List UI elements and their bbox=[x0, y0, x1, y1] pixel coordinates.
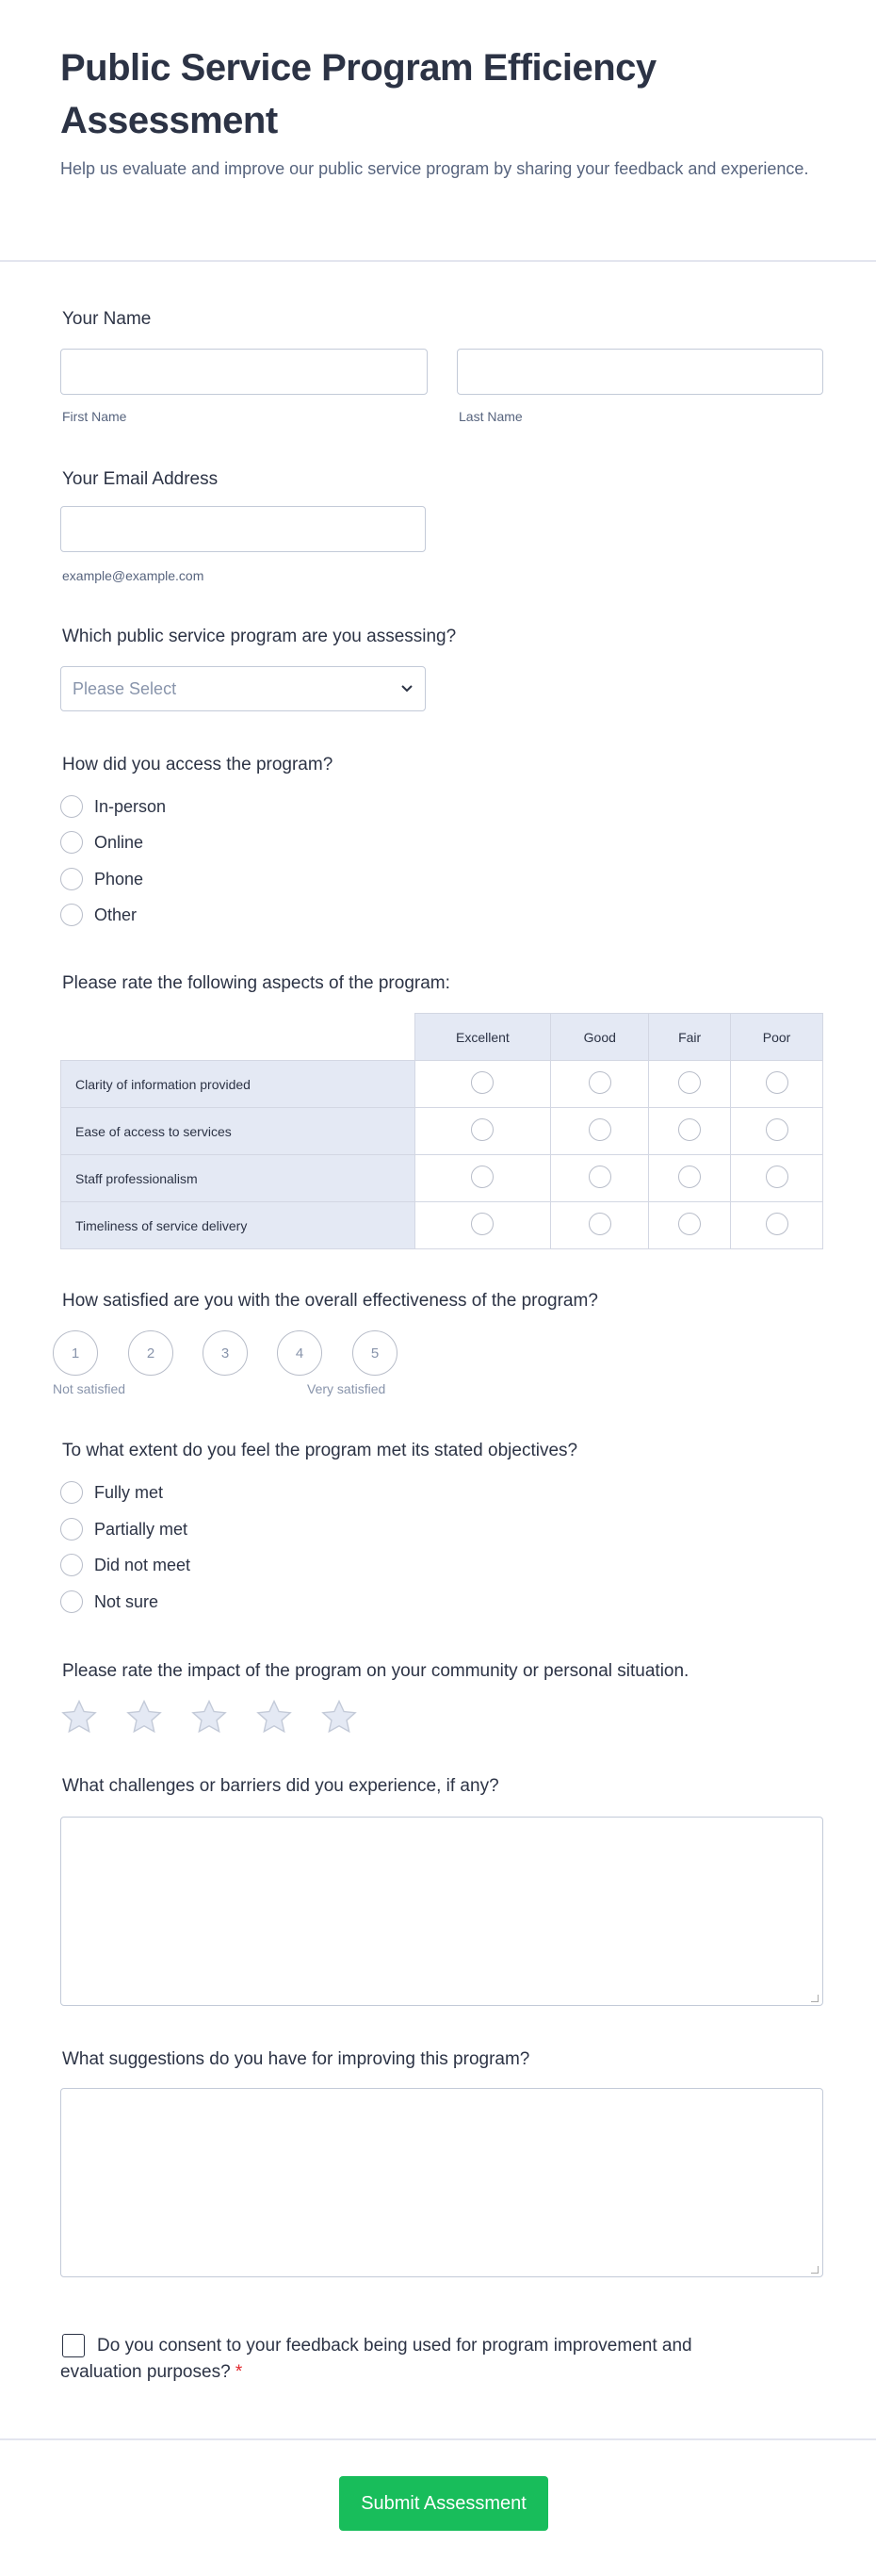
matrix-row-label: Timeliness of service delivery bbox=[61, 1202, 415, 1249]
email-input[interactable] bbox=[60, 506, 426, 552]
objectives-option[interactable] bbox=[60, 1479, 163, 1506]
radio-icon[interactable] bbox=[766, 1213, 788, 1235]
chevron-down-icon bbox=[400, 684, 414, 693]
access-option[interactable] bbox=[60, 866, 143, 892]
option-label: Partially met bbox=[94, 1519, 188, 1539]
matrix-col-header: Fair bbox=[649, 1014, 731, 1061]
scale-low-label: Not satisfied bbox=[53, 1381, 126, 1396]
radio-icon[interactable] bbox=[471, 1166, 494, 1188]
radio-icon[interactable] bbox=[589, 1213, 611, 1235]
access-label: How did you access the program? bbox=[62, 755, 333, 774]
matrix-row-label: Clarity of information provided bbox=[61, 1061, 415, 1108]
satisfaction-label: How satisfied are you with the overall effectiveness of the program? bbox=[62, 1291, 598, 1311]
radio-icon[interactable] bbox=[471, 1071, 494, 1094]
name-label: Your Name bbox=[62, 309, 152, 329]
first-name-help: First Name bbox=[62, 409, 127, 424]
suggestions-textarea[interactable] bbox=[60, 2088, 823, 2277]
objectives-label: To what extent do you feel the program met its stated objectives? bbox=[62, 1441, 578, 1460]
program-selected: Please Select bbox=[73, 678, 177, 698]
matrix-col-header: Poor bbox=[731, 1014, 823, 1061]
option-label: In-person bbox=[94, 796, 167, 816]
radio-icon[interactable] bbox=[766, 1071, 788, 1094]
header-divider bbox=[0, 260, 876, 262]
access-option[interactable] bbox=[60, 793, 166, 820]
radio-icon[interactable] bbox=[60, 795, 83, 818]
email-label: Your Email Address bbox=[62, 469, 219, 489]
first-name-input[interactable] bbox=[60, 349, 428, 395]
star-icon[interactable] bbox=[254, 1698, 294, 1737]
challenges-label: What challenges or barriers did you experience, if any? bbox=[62, 1776, 499, 1796]
access-option[interactable] bbox=[60, 829, 143, 856]
option-label: Did not meet bbox=[94, 1555, 191, 1574]
impact-label: Please rate the impact of the program on your community or personal situation. bbox=[62, 1661, 689, 1681]
radio-icon[interactable] bbox=[60, 868, 83, 890]
form-title: Public Service Program Efficiency Assessment bbox=[60, 47, 657, 141]
matrix-row bbox=[61, 1155, 823, 1202]
scale-option-4[interactable]: 4 bbox=[277, 1330, 322, 1376]
scale-option-5[interactable]: 5 bbox=[352, 1330, 397, 1376]
rating-matrix bbox=[60, 1013, 823, 1249]
access-option[interactable] bbox=[60, 902, 137, 928]
radio-icon[interactable] bbox=[60, 1554, 83, 1576]
radio-icon[interactable] bbox=[471, 1213, 494, 1235]
star-icon[interactable] bbox=[189, 1698, 229, 1737]
consent-text: Do you consent to your feedback being used for program improvement and evaluation purposes? bbox=[60, 2336, 692, 2382]
matrix-col-header: Good bbox=[551, 1014, 649, 1061]
matrix-col-header: Excellent bbox=[414, 1014, 551, 1061]
program-label: Which public service program are you assessing? bbox=[62, 627, 457, 646]
matrix-corner bbox=[61, 1014, 415, 1061]
last-name-help: Last Name bbox=[459, 409, 523, 424]
radio-icon[interactable] bbox=[678, 1213, 701, 1235]
radio-icon[interactable] bbox=[60, 1590, 83, 1613]
option-label: Phone bbox=[94, 869, 144, 889]
scale-option-3[interactable]: 3 bbox=[203, 1330, 248, 1376]
radio-icon[interactable] bbox=[60, 904, 83, 926]
radio-icon[interactable] bbox=[678, 1118, 701, 1141]
resize-handle-icon[interactable] bbox=[811, 2266, 819, 2274]
objectives-option[interactable] bbox=[60, 1516, 187, 1542]
matrix-row-label: Staff professionalism bbox=[61, 1155, 415, 1202]
star-icon[interactable] bbox=[124, 1698, 164, 1737]
matrix-row bbox=[61, 1061, 823, 1108]
matrix-row bbox=[61, 1202, 823, 1249]
radio-icon[interactable] bbox=[589, 1118, 611, 1141]
radio-icon[interactable] bbox=[589, 1071, 611, 1094]
radio-icon[interactable] bbox=[678, 1071, 701, 1094]
matrix-row-label: Ease of access to services bbox=[61, 1108, 415, 1155]
scale-option-1[interactable]: 1 bbox=[53, 1330, 98, 1376]
matrix-label: Please rate the following aspects of the program: bbox=[62, 973, 450, 993]
submit-button[interactable]: Submit Assessment bbox=[339, 2476, 548, 2531]
radio-icon[interactable] bbox=[60, 1518, 83, 1541]
suggestions-label: What suggestions do you have for improving this program? bbox=[62, 2049, 530, 2069]
star-icon[interactable] bbox=[59, 1698, 99, 1737]
radio-icon[interactable] bbox=[60, 1481, 83, 1504]
option-label: Fully met bbox=[94, 1482, 164, 1502]
radio-icon[interactable] bbox=[589, 1166, 611, 1188]
consent-label bbox=[60, 2333, 776, 2386]
radio-icon[interactable] bbox=[766, 1118, 788, 1141]
radio-icon[interactable] bbox=[471, 1118, 494, 1141]
matrix-row bbox=[61, 1108, 823, 1155]
objectives-option[interactable] bbox=[60, 1589, 158, 1615]
star-icon[interactable] bbox=[319, 1698, 359, 1737]
email-help: example@example.com bbox=[62, 568, 204, 583]
challenges-textarea[interactable] bbox=[60, 1817, 823, 2006]
program-select[interactable] bbox=[60, 666, 426, 711]
option-label: Other bbox=[94, 905, 138, 924]
last-name-input[interactable] bbox=[457, 349, 823, 395]
option-label: Not sure bbox=[94, 1591, 159, 1611]
radio-icon[interactable] bbox=[766, 1166, 788, 1188]
resize-handle-icon[interactable] bbox=[811, 1995, 819, 2002]
footer-divider bbox=[0, 2438, 876, 2440]
form-subtitle: Help us evaluate and improve our public service program by sharing your feedback and experience. bbox=[60, 159, 809, 178]
objectives-option[interactable] bbox=[60, 1552, 190, 1578]
option-label: Online bbox=[94, 832, 144, 852]
required-mark: * bbox=[235, 2362, 243, 2382]
scale-high-label: Very satisfied bbox=[307, 1381, 386, 1396]
scale-option-2[interactable]: 2 bbox=[128, 1330, 173, 1376]
radio-icon[interactable] bbox=[60, 831, 83, 854]
radio-icon[interactable] bbox=[678, 1166, 701, 1188]
